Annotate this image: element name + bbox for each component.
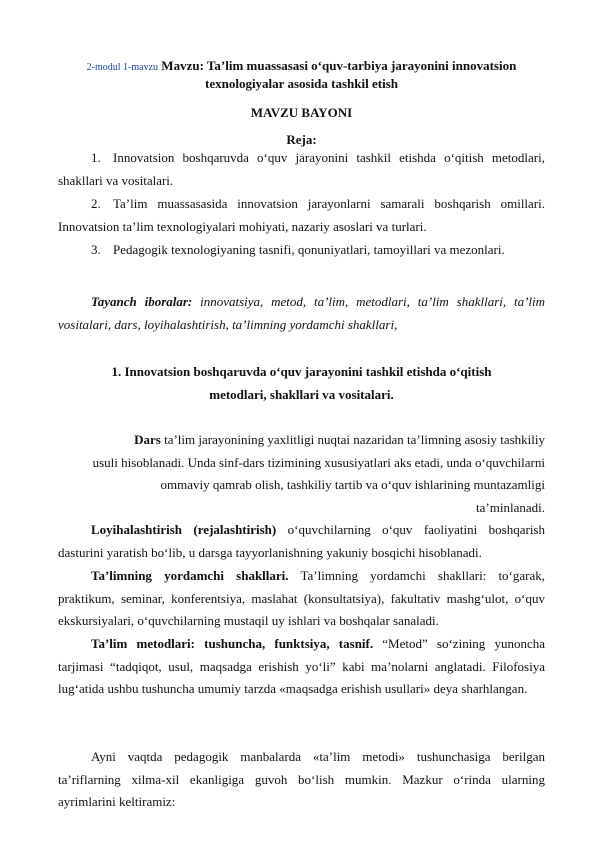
- term-talim-metodlari: Ta’lim metodlari: tushuncha, funktsiya, tasnif.: [91, 636, 374, 651]
- term-loyihalashtirish: Loyihalashtirish (rejalashtirish): [91, 522, 277, 537]
- keywords-label: Tayanch iboralar:: [91, 294, 193, 309]
- paragraph-loyihalashtirish: Loyihalashtirish (rejalashtirish) o‘quvchilarning o‘quv faoliyatini boshqarish dasturini yaratish bo‘lib, u darsga tayyorlanishning yakuniy bosqichi hisoblanadi.: [58, 522, 545, 560]
- plan-item-number: 3.: [91, 242, 101, 257]
- heading-1-line-2: metodlari, shakllari va vositalari.: [209, 387, 394, 402]
- term-dars: Dars: [134, 432, 161, 447]
- plan-item-text: Innovatsion boshqaruvda o‘quv jarayonini tashkil etishda o‘qitish metodlari, shakllari va vositalari.: [58, 150, 545, 188]
- plan-title: Reja:: [286, 132, 317, 147]
- module-tag: 2-modul 1-mavzu: [86, 62, 159, 73]
- paragraph-ayni-vaqtda: Ayni vaqtda pedagogik manbalarda «ta’lim metodi» tushunchasiga berilgan ta’riflarning xilma-xil ekanligiga guvoh bo‘lish mumkin. Mazkur o‘rinda ularning ayrimlarini keltiramiz:: [58, 749, 545, 809]
- heading-1: [58, 360, 545, 406]
- paragraph-talim-metodlari: Ta’lim metodlari: tushuncha, funktsiya, tasnif. “Metod” so‘zining yunoncha tarjimasi “tadqiqot, usul, maqsadga erishish yo‘li” kabi ma’nolarni anglatadi. Filofosiya lug‘atida ushbu tushuncha umumiy tarzda «maqsadga erishish usullari» deya sharhlangan.: [58, 636, 546, 696]
- plan-item-number: 2.: [91, 196, 101, 211]
- plan-item-number: 1.: [91, 150, 101, 165]
- keywords-text: innovatsiya, metod, ta’lim, metodlari, ta’lim shakllari, ta’lim vositalari, dars, loyihalashtirish, ta’limning yordamchi shakllari,: [58, 294, 546, 332]
- paragraph-dars: Dars ta’lim jarayonining yaxlitligi nuqtai nazaridan ta’limning asosiy tashkiliy usuli hisoblanadi. Unda sinf-dars tizimining xususiyatlari aks etadi, unda o‘quvchilarni ommaviy qamrab olish, tashkiliy tartib va o‘quv ishlarining muntazamligi ta’minlanadi.: [92, 432, 545, 515]
- term-yordamchi-shakllar: Ta’limning yordamchi shakllari.: [91, 568, 289, 583]
- title-line-2: texnologiyalar asosida tashkil etish: [205, 76, 398, 91]
- plan-item-3: [58, 239, 545, 262]
- plan-item-text: Ta’lim muassasasida innovatsion jarayonlarni samarali boshqarish omillari. Innovatsion ta’lim texnologiyalari mohiyati, nazariy asoslari va turlari.: [58, 196, 545, 234]
- title-line-1: Mavzu: Ta’lim muassasasi o‘quv-tarbiya jarayonini innovatsion: [161, 58, 517, 73]
- paragraph-yordamchi-shakllar: Ta’limning yordamchi shakllari. Ta’limning yordamchi shakllari: to‘garak, praktikum, seminar, konferentsiya, maslahat (konsultatsiya), fakultativ mashg‘ulot, o‘quv ekskursiyalari, o‘quvchilarning mustaqil uy ishlari va boshqalar sanaladi.: [58, 568, 546, 628]
- plan-item-text: Pedagogik texnologiyaning tasnifi, qonuniyatlari, tamoyillari va mezonlari.: [113, 242, 505, 257]
- heading-1-line-1: 1. Innovatsion boshqaruvda o‘quv jarayonini tashkil etishda o‘qitish: [111, 364, 492, 379]
- keywords-paragraph: [58, 291, 545, 336]
- plan-item-1: [58, 147, 545, 192]
- plan-item-2: [58, 193, 545, 238]
- document-title: [58, 58, 545, 92]
- section-title: MAVZU BAYONI: [250, 105, 353, 120]
